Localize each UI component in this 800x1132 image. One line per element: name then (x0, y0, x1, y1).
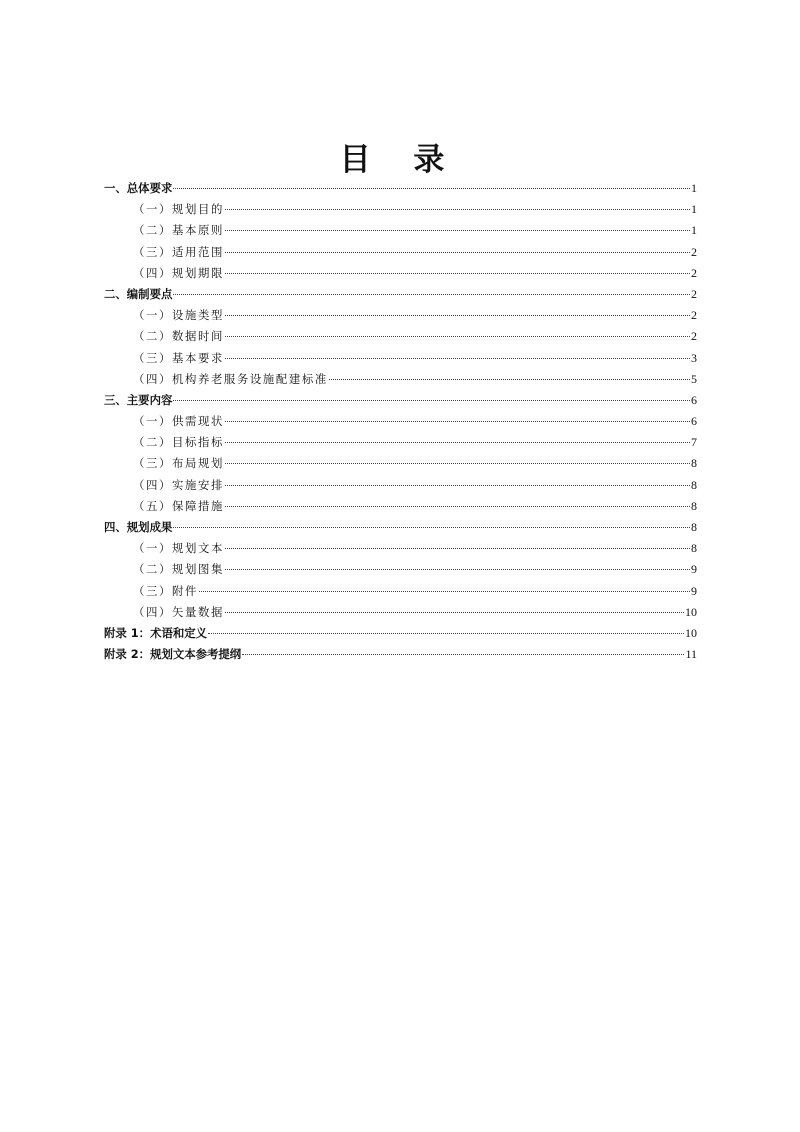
toc-page-number: 6 (691, 414, 697, 429)
toc-entry-label: （一）设施类型 (133, 308, 224, 323)
dot-leader (225, 252, 690, 253)
dot-leader (225, 463, 690, 464)
toc-page-number: 2 (691, 244, 697, 259)
toc-entry-label: （一）规划文本 (133, 541, 224, 556)
toc-entry-label: 附录 2：规划文本参考提纲 (104, 647, 242, 662)
dot-leader (225, 273, 690, 274)
toc-entry-label: （四）机构养老服务设施配建标准 (133, 371, 328, 386)
toc-subsection-entry[interactable] (104, 326, 697, 347)
dot-leader (173, 294, 690, 295)
toc-page-number: 2 (691, 265, 697, 280)
toc-page-number: 9 (691, 562, 697, 577)
toc-entry-label: （四）规划期限 (133, 265, 224, 280)
toc-page-number: 10 (685, 604, 697, 619)
toc-page-number: 3 (691, 350, 697, 365)
toc-page-number: 9 (691, 583, 697, 598)
dot-leader (199, 591, 690, 592)
toc-entry-label: 附录 1：术语和定义 (104, 625, 208, 640)
toc-subsection-entry[interactable] (104, 369, 697, 390)
toc-page-number: 1 (691, 181, 697, 195)
toc-entry-label: 一、总体要求 (104, 181, 173, 195)
toc-page-number: 7 (691, 435, 697, 450)
toc-subsection-entry[interactable] (104, 263, 697, 284)
toc-subsection-entry[interactable] (104, 348, 697, 369)
toc-subsection-entry[interactable] (104, 602, 697, 623)
dot-leader (242, 654, 684, 655)
toc-page-number: 8 (691, 520, 697, 534)
toc-entry-label: （二）基本原则 (133, 223, 224, 238)
dot-leader (173, 527, 690, 528)
toc-subsection-entry[interactable] (104, 411, 697, 432)
toc-subsection-entry[interactable] (104, 199, 697, 220)
toc-page-number: 1 (691, 202, 697, 217)
toc-subsection-entry[interactable] (104, 305, 697, 326)
toc-entry-label: （一）供需现状 (133, 414, 224, 429)
toc-subsection-entry[interactable] (104, 242, 697, 263)
dot-leader (225, 506, 690, 507)
toc-page-number: 6 (691, 392, 697, 407)
toc-page-number: 2 (691, 286, 697, 301)
dot-leader (225, 209, 690, 210)
toc-page-number: 2 (691, 308, 697, 323)
toc-page-number: 8 (691, 541, 697, 556)
toc-page-number: 8 (691, 477, 697, 492)
toc-entry-label: 三、主要内容 (104, 392, 173, 407)
toc-entry-label: （三）基本要求 (133, 350, 224, 365)
toc-page-number: 1 (691, 223, 697, 238)
toc-section-entry[interactable] (104, 517, 697, 538)
toc-page-number: 5 (691, 371, 697, 386)
toc-page-number: 8 (691, 456, 697, 471)
toc-subsection-entry[interactable] (104, 559, 697, 580)
dot-leader (225, 612, 684, 613)
dot-leader (225, 358, 690, 359)
toc-subsection-entry[interactable] (104, 220, 697, 241)
toc-subsection-entry[interactable] (104, 496, 697, 517)
dot-leader (225, 336, 690, 337)
dot-leader (208, 633, 684, 634)
dot-leader (329, 379, 690, 380)
toc-subsection-entry[interactable] (104, 432, 697, 453)
toc-page-number: 10 (685, 625, 697, 640)
dot-leader (225, 485, 690, 486)
toc-page-number: 8 (691, 498, 697, 513)
toc-entry-label: （二）目标指标 (133, 435, 224, 450)
table-of-contents (104, 178, 697, 665)
toc-subsection-entry[interactable] (104, 581, 697, 602)
dot-leader (225, 442, 690, 443)
toc-entry-label: （一）规划目的 (133, 202, 224, 217)
dot-leader (225, 548, 690, 549)
page-title: 目 录 (339, 142, 461, 178)
dot-leader (225, 421, 690, 422)
toc-entry-label: 二、编制要点 (104, 286, 173, 301)
toc-entry-label: （五）保障措施 (133, 498, 224, 513)
dot-leader (225, 230, 690, 231)
toc-entry-label: （三）布局规划 (133, 456, 224, 471)
dot-leader (173, 400, 690, 401)
dot-leader (225, 569, 690, 570)
dot-leader (173, 188, 690, 189)
toc-section-entry[interactable] (104, 644, 697, 665)
toc-entry-label: （二）数据时间 (133, 329, 224, 344)
toc-section-entry[interactable] (104, 390, 697, 411)
toc-section-entry[interactable] (104, 284, 697, 305)
toc-entry-label: （四）实施安排 (133, 477, 224, 492)
toc-page-number: 2 (691, 329, 697, 344)
toc-subsection-entry[interactable] (104, 538, 697, 559)
toc-subsection-entry[interactable] (104, 475, 697, 496)
toc-subsection-entry[interactable] (104, 453, 697, 474)
toc-page-number: 11 (685, 647, 697, 662)
toc-section-entry[interactable] (104, 178, 697, 199)
dot-leader (225, 315, 690, 316)
toc-entry-label: （三）附件 (133, 583, 198, 598)
toc-entry-label: （三）适用范围 (133, 244, 224, 259)
toc-entry-label: （二）规划图集 (133, 562, 224, 577)
toc-entry-label: 四、规划成果 (104, 520, 173, 534)
toc-section-entry[interactable] (104, 623, 697, 644)
toc-entry-label: （四）矢量数据 (133, 604, 224, 619)
